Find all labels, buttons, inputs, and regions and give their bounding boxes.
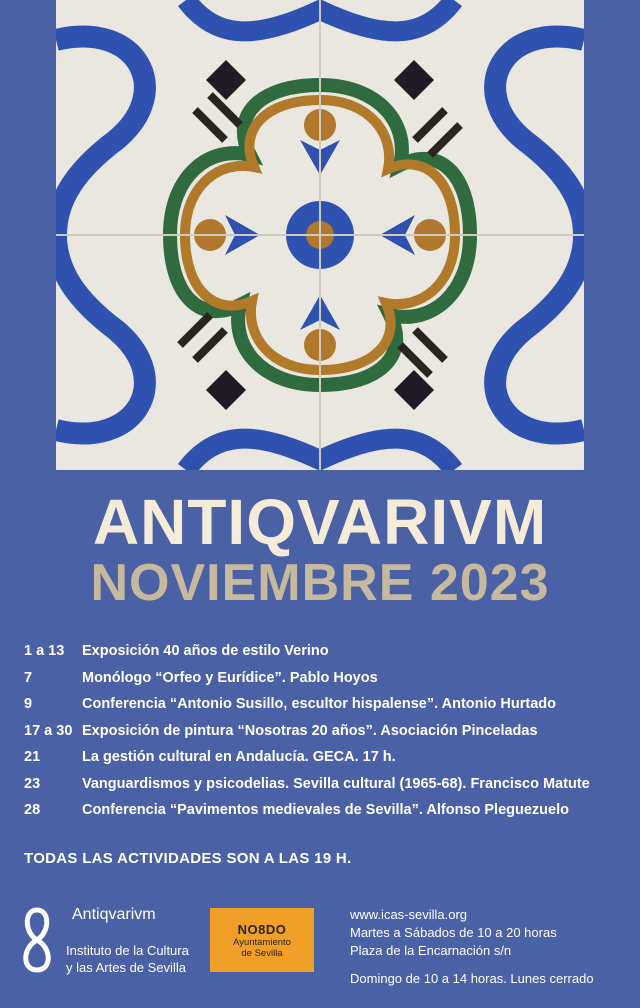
brand-subtitle-line: y las Artes de Sevilla: [66, 960, 186, 975]
ayto-line: de Sevilla: [241, 948, 283, 959]
hours-sunday: Domingo de 10 a 14 horas. Lunes cerrado: [350, 971, 594, 986]
event-text: Exposición 40 años de estilo Verino: [82, 643, 329, 660]
event-day: 28: [24, 802, 41, 819]
event-row: [24, 691, 634, 718]
antiqvarivm-logo-icon: [20, 904, 54, 976]
event-row: [24, 771, 634, 798]
title-main: ANTIQVARIVM: [92, 486, 548, 558]
event-row: [24, 638, 634, 665]
event-day: 17 a 30: [24, 722, 73, 739]
event-day: 1 a 13: [24, 643, 65, 660]
event-text: Conferencia “Antonio Susillo, escultor hispalense”. Antonio Hurtado: [82, 696, 556, 713]
title-date: NOVIEMBRE 2023: [90, 554, 550, 612]
ayto-line: Ayuntamiento: [233, 937, 291, 948]
hours-weekday: Martes a Sábados de 10 a 20 horas: [350, 925, 557, 940]
website-link[interactable]: www.icas-sevilla.org: [350, 907, 468, 922]
event-day: 9: [24, 696, 33, 713]
event-row: [24, 797, 634, 824]
events-list: [24, 638, 634, 824]
event-text: Vanguardismos y psicodelias. Sevilla cultural (1965-68). Francisco Matute: [82, 775, 590, 792]
address: Plaza de la Encarnación s/n: [350, 943, 512, 958]
brand-subtitle-line: Instituto de la Cultura: [66, 943, 189, 958]
event-row: [24, 744, 634, 771]
event-day: 7: [24, 669, 33, 686]
ayuntamiento-logo: [210, 908, 314, 972]
hero-tile-image: [56, 0, 584, 470]
event-text: Monólogo “Orfeo y Eurídice”. Pablo Hoyos: [82, 669, 378, 686]
brand-subtitle: [66, 942, 189, 976]
event-text: Conferencia “Pavimentos medievales de Sevilla”. Alfonso Pleguezuelo: [82, 802, 569, 819]
ayto-nodo: NO8DO: [237, 922, 287, 937]
event-row: [24, 718, 634, 745]
brand-name: Antiqvarivm: [72, 906, 156, 923]
schedule-note: TODAS LAS ACTIVIDADES SON A LAS 19 H.: [24, 850, 352, 867]
contact-info: [350, 906, 594, 988]
event-row: [24, 665, 634, 692]
event-day: 23: [24, 775, 41, 792]
event-text: La gestión cultural en Andalucía. GECA. 17 h.: [82, 749, 396, 766]
event-text: Exposición de pintura “Nosotras 20 años”. Asociación Pinceladas: [82, 722, 538, 739]
event-day: 21: [24, 749, 41, 766]
